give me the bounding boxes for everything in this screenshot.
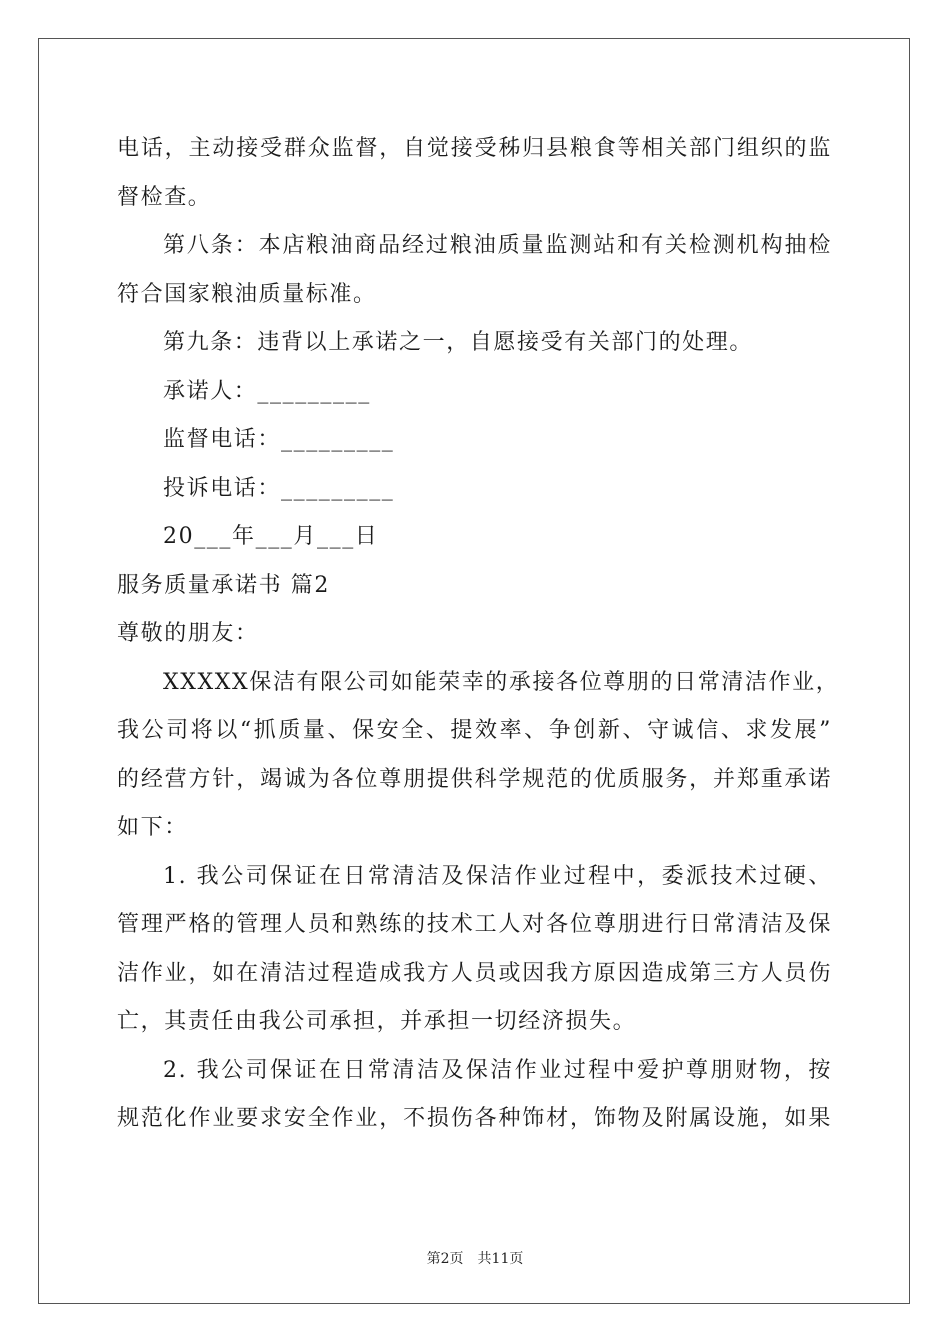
complaint-phone-field: 投诉电话：_________	[163, 475, 395, 501]
salutation: 尊敬的朋友：	[117, 621, 259, 646]
signer-field: 承诺人：_________	[163, 378, 371, 404]
text-line: 规范化作业要求安全作业，不损伤各种饰材，饰物及附属设施，如果	[117, 1106, 832, 1131]
text-line: 我公司将以“抓质量、保安全、提效率、争创新、守诚信、求发展”	[117, 718, 832, 743]
text-line: 符合国家粮油质量标准。	[117, 281, 377, 307]
document-body	[117, 125, 840, 1144]
text-line: 的经营方针，竭诚为各位尊朋提供科学规范的优质服务，并郑重承诺	[117, 766, 832, 792]
section-heading: 服务质量承诺书 篇2	[117, 572, 330, 598]
text-line: 1. 我公司保证在日常清洁及保洁作业过程中，委派技术过硬、	[163, 863, 832, 889]
text-line: XXXXX保洁有限公司如能荣幸的承接各位尊朋的日常清洁作业，	[163, 669, 840, 695]
page-footer: 第2页 共11页	[426, 1251, 524, 1267]
text-line: 督检查。	[117, 184, 212, 210]
text-line: 电话，主动接受群众监督，自觉接受秭归县粮食等相关部门组织的监	[117, 136, 832, 161]
supervision-phone-field: 监督电话：_________	[163, 427, 395, 452]
text-line: 第九条：违背以上承诺之一，自愿接受有关部门的处理。	[163, 330, 754, 355]
text-line: 亡，其责任由我公司承担，并承担一切经济损失。	[117, 1009, 637, 1034]
text-line: 第八条：本店粮油商品经过粮油质量监测站和有关检测机构抽检	[163, 233, 832, 258]
text-line: 洁作业，如在清洁过程造成我方人员或因我方原因造成第三方人员伤	[117, 960, 832, 986]
text-line: 2. 我公司保证在日常清洁及保洁作业过程中爱护尊朋财物，按	[163, 1057, 832, 1083]
date-field: 20___年___月___日	[163, 524, 379, 549]
text-line: 管理严格的管理人员和熟练的技术工人对各位尊朋进行日常清洁及保	[117, 912, 832, 937]
text-line: 如下：	[117, 815, 188, 840]
